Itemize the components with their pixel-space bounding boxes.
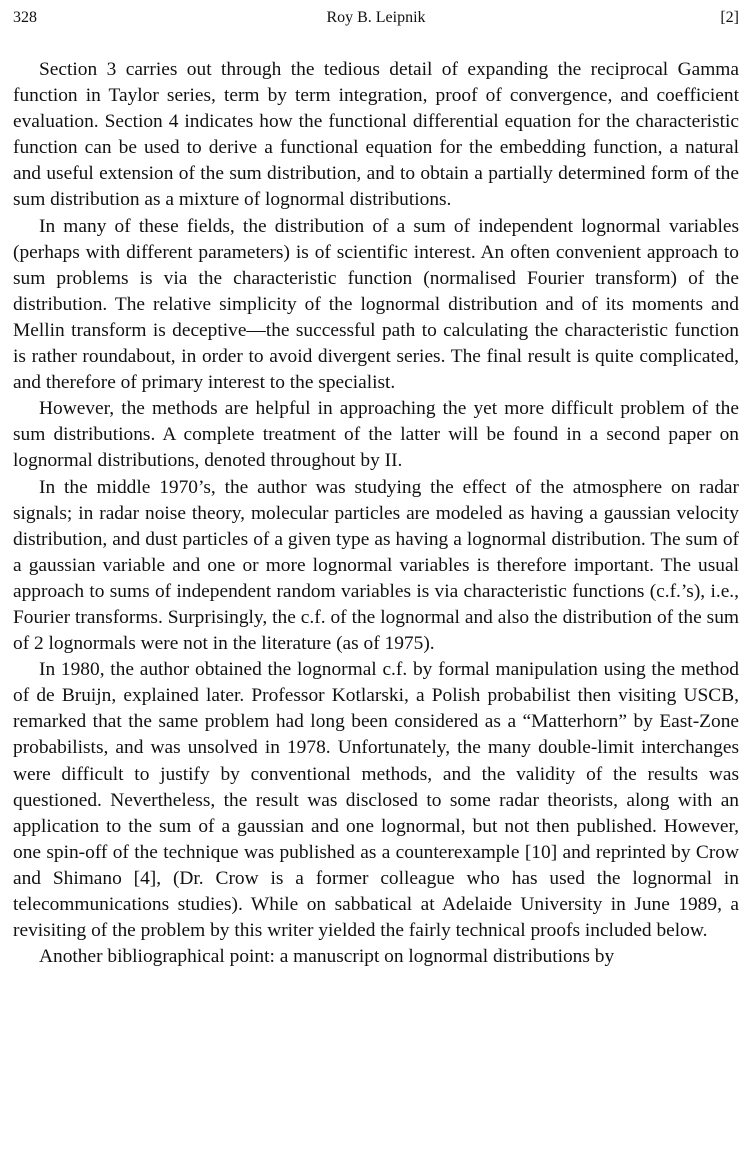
paragraph: In many of these fields, the distribution of a sum of independent lognormal variables (perhaps with different parameters) is of scientific interest. An often convenient approach to sum problems is via the characteristic function (normalised Fourier transform) of the distribution. The relative simplicity of the lognormal distribution and of its moments and Mellin transform is deceptive—the successful path to calculating the characteristic function is rather roundabout, in order to avoid divergent series. The final result is quite complicated, and therefore of primary interest to the specialist. — [13, 215, 739, 394]
running-author: Roy B. Leipnik — [326, 9, 426, 26]
reference-tag: [2] — [720, 9, 739, 26]
paragraph: In the middle 1970’s, the author was studying the effect of the atmosphere on radar signals; in radar noise theory, molecular particles are modeled as having a gaussian velocity distribution, and dust particles of a given type as having a lognormal distribution. The sum of a gaussian variable and one or more lognormal variables is therefore important. The usual approach to sums of independent random variables is via characteristic functions (c.f.’s), i.e., Fourier transforms. Surprisingly, the c.f. of the lognormal and also the distribution of the sum of 2 lognormals were not in the literature (as of 1975). — [13, 476, 739, 655]
paragraph: However, the methods are helpful in approaching the yet more difficult problem of the sum distributions. A complete treatment of the latter will be found in a second paper on lognormal distributions, denoted throughout by II. — [13, 398, 739, 472]
paragraph: In 1980, the author obtained the lognormal c.f. by formal manipulation using the method of de Bruijn, explained later. Professor Kotlarski, a Polish probabilist then visiting USCB, remarked that the same problem had long been considered as a “Matterhorn” by East-Zone probabilists, and was unsolved in 1978. Unfortunately, the many double-limit interchanges were difficult to justify by conventional methods, and the validity of the results was questioned. Nevertheless, the result was disclosed to some radar theorists, along with an application to the sum of a gaussian and one lognormal, but not then published. However, one spin-off of the technique was published as a counterexample [10] and reprinted by Crow and Shimano [4], (Dr. Crow is a former colleague who has used the lognormal in telecommunications studies). While on sabbatical at Adelaide University in June 1989, a revisiting of the problem by this writer yielded the fairly technical proofs included below. — [13, 659, 739, 942]
paragraph: Another bibliographical point: a manuscript on lognormal distributions by — [39, 946, 615, 968]
body-text — [13, 57, 739, 970]
page-number: 328 — [13, 9, 37, 26]
page-header — [13, 6, 739, 30]
paragraph: Section 3 carries out through the tedious detail of expanding the reciprocal Gamma function in Taylor series, term by term integration, proof of convergence, and coefficient evaluation. Section 4 indicates how the functional differential equation for the characteristic function can be used to derive a functional equation for the embedding function, a natural and useful extension of the sum distribution, and to obtain a partially determined form of the sum distribution as a mixture of lognormal distributions. — [13, 59, 739, 211]
